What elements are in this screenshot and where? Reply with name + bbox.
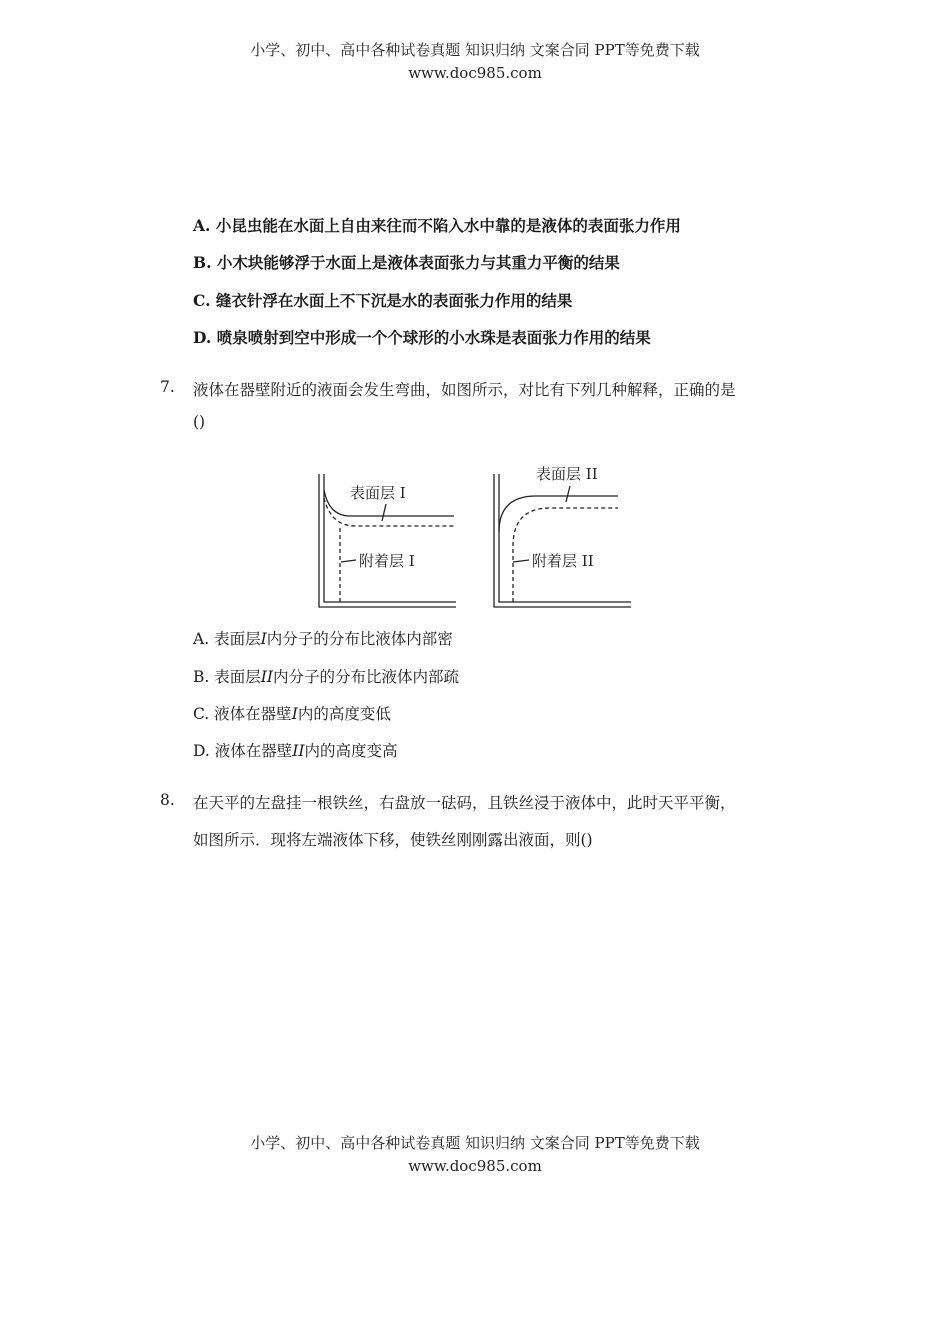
q7-option-d bbox=[193, 739, 398, 761]
q7-answer-paren: () bbox=[193, 413, 206, 431]
label-adhesion-layer-1: 附着层 I bbox=[359, 552, 415, 570]
option-text: 小木块能够浮于水面上是液体表面张力与其重力平衡的结果 bbox=[216, 253, 620, 272]
page-header bbox=[0, 39, 950, 85]
q7-option-c bbox=[193, 702, 391, 724]
label-surface-layer-2: 表面层 II bbox=[536, 465, 598, 483]
option-text-post: 内分子的分布比液体内部密 bbox=[266, 630, 453, 648]
option-letter: D. bbox=[193, 742, 210, 760]
q8-stem-line1: 在天平的左盘挂一根铁丝，右盘放一砝码，且铁丝浸于液体中，此时天平平衡， bbox=[193, 794, 736, 812]
q8-number: 8. bbox=[160, 791, 175, 809]
option-text: 喷泉喷射到空中形成一个个球形的小水珠是表面张力作用的结果 bbox=[216, 328, 651, 347]
q7-number: 7. bbox=[160, 378, 175, 396]
option-text-pre: 表面层 bbox=[214, 668, 261, 686]
label-adhesion-layer-2: 附着层 II bbox=[532, 552, 594, 570]
q6-option-c bbox=[193, 289, 572, 311]
label-surface-layer-1: 表面层 I bbox=[350, 484, 406, 502]
q6-option-b bbox=[193, 251, 620, 273]
option-var: II bbox=[292, 742, 305, 760]
option-letter: C. bbox=[193, 705, 210, 723]
option-text-pre: 表面层 bbox=[214, 630, 261, 648]
option-text-post: 内分子的分布比液体内部疏 bbox=[273, 668, 460, 686]
header-tagline: 小学、初中、高中各种试卷真题 知识归纳 文案合同 PPT等免费下载 bbox=[250, 41, 700, 59]
option-text-post: 内的高度变高 bbox=[304, 742, 398, 760]
option-letter: D. bbox=[193, 328, 212, 347]
q7-option-a bbox=[193, 627, 453, 649]
option-text: 小昆虫能在水面上自由来往而不陷入水中靠的是液体的表面张力作用 bbox=[215, 216, 681, 235]
q6-option-a bbox=[193, 214, 681, 236]
q6-option-d bbox=[193, 326, 651, 348]
option-var: II bbox=[260, 668, 274, 686]
page-footer bbox=[0, 1132, 950, 1178]
option-var: I bbox=[260, 630, 267, 648]
meniscus-figure bbox=[310, 462, 640, 612]
option-text-pre: 液体在器壁 bbox=[214, 742, 293, 760]
option-letter: C. bbox=[193, 291, 211, 310]
option-letter: B. bbox=[193, 668, 210, 686]
q8-stem-line2: 如图所示．现将左端液体下移，使铁丝刚刚露出液面，则() bbox=[193, 831, 593, 849]
option-text-pre: 液体在器壁 bbox=[214, 705, 292, 723]
option-letter: A. bbox=[193, 630, 210, 648]
option-var: I bbox=[291, 705, 298, 723]
header-url: www.doc985.com bbox=[408, 64, 542, 82]
option-text-post: 内的高度变低 bbox=[297, 705, 391, 723]
option-text: 缝衣针浮在水面上不下沉是水的表面张力作用的结果 bbox=[215, 291, 573, 310]
footer-url: www.doc985.com bbox=[408, 1157, 542, 1175]
option-letter: B. bbox=[193, 253, 212, 272]
q7-option-b bbox=[193, 665, 459, 687]
q7-stem: 液体在器壁附近的液面会发生弯曲，如图所示，对比有下列几种解释，正确的是 bbox=[193, 381, 736, 399]
footer-tagline: 小学、初中、高中各种试卷真题 知识归纳 文案合同 PPT等免费下载 bbox=[250, 1134, 700, 1152]
container-2 bbox=[494, 474, 631, 607]
option-letter: A. bbox=[193, 216, 211, 235]
